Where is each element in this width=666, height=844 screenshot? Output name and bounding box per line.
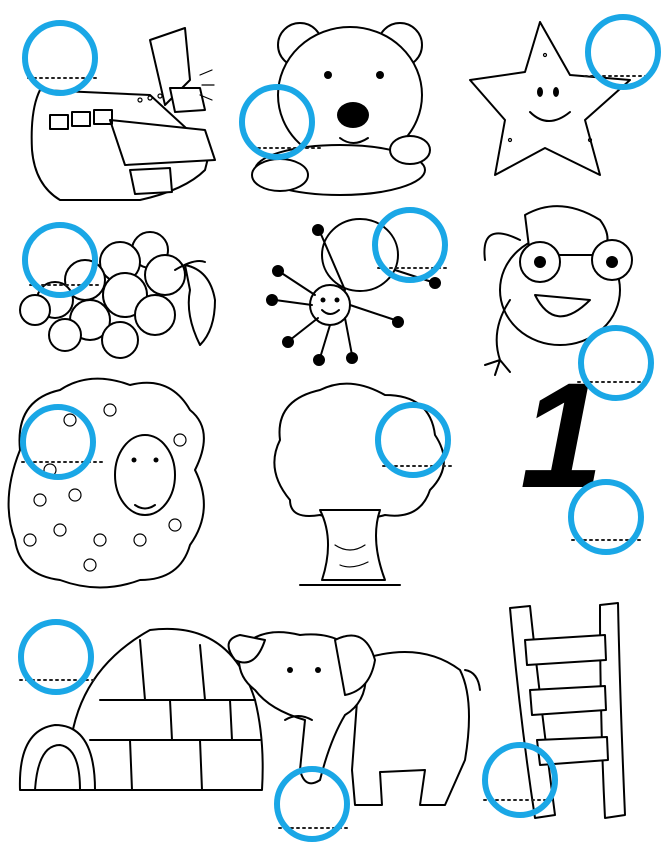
answer-circle-lizard[interactable] — [576, 323, 656, 403]
answer-circle-elephant[interactable] — [272, 764, 352, 844]
answer-circle-grapes[interactable] — [20, 220, 100, 300]
answer-circle-sheep[interactable] — [18, 402, 98, 482]
answer-circle-starfish[interactable] — [583, 12, 663, 92]
answer-circle-ladder[interactable] — [480, 740, 560, 820]
answer-circle-tree[interactable] — [373, 400, 453, 480]
numeral-one: 1 — [520, 351, 604, 519]
answer-circle-teddy-bear[interactable] — [237, 82, 317, 162]
answer-circle-igloo[interactable] — [16, 617, 96, 697]
answer-circle-spider[interactable] — [370, 205, 450, 285]
answer-circle-airplane[interactable] — [20, 18, 100, 98]
elephant-icon — [229, 632, 480, 805]
answer-circle-numeral[interactable] — [566, 477, 646, 557]
